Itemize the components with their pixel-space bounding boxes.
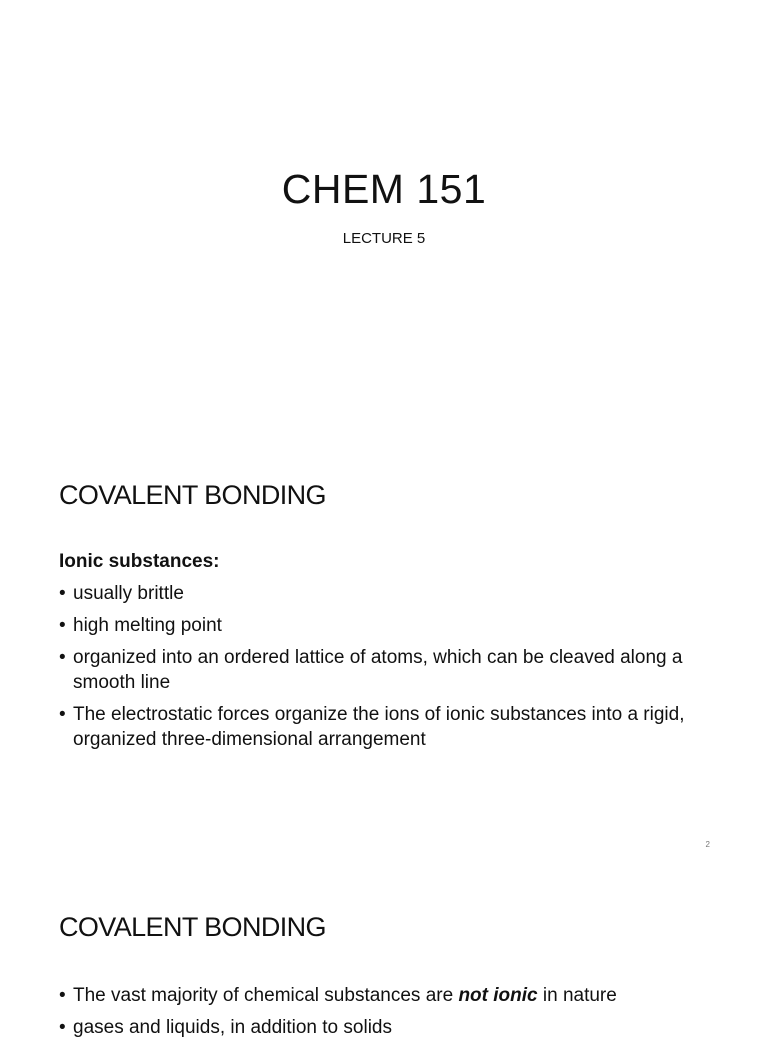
list-item (59, 581, 709, 606)
slide-body (59, 549, 709, 759)
lead-text: Ionic substances: (59, 551, 220, 572)
bullet-glyph: • (59, 615, 66, 636)
bullet-glyph: • (59, 704, 66, 725)
title-slide (0, 0, 768, 432)
bullet-list (59, 581, 709, 752)
page-number: 2 (705, 840, 710, 849)
list-item-text: gases and liquids, in addition to solids (73, 1017, 392, 1038)
slide-body (59, 983, 709, 1047)
list-item (59, 645, 709, 695)
list-item (59, 702, 709, 752)
bullet-glyph: • (59, 985, 66, 1006)
bullet-glyph: • (59, 647, 66, 668)
bullet-glyph: • (59, 1017, 66, 1038)
content-slide-ionic (0, 432, 768, 864)
list-item-text: The electrostatic forces organize the ions of ionic substances into a rigid, organized three-dimensional arrangement (73, 704, 685, 750)
list-item-text: high melting point (73, 615, 222, 636)
list-item-text: usually brittle (73, 583, 184, 604)
list-item (59, 1015, 709, 1040)
slide-heading: COVALENT BONDING (59, 912, 326, 942)
list-item (59, 983, 709, 1008)
slide-heading: COVALENT BONDING (59, 480, 326, 510)
content-slide-covalent (0, 864, 768, 1038)
slide-subtitle: LECTURE 5 (342, 230, 426, 247)
text-run: The vast majority of chemical substances are (73, 985, 459, 1006)
list-item-text (73, 985, 617, 1006)
emphasis-text: not ionic (458, 985, 538, 1006)
list-item-text: organized into an ordered lattice of atoms, which can be cleaved along a smooth line (73, 647, 683, 693)
text-run: in nature (537, 985, 617, 1006)
bullet-list (59, 983, 709, 1040)
list-item (59, 613, 709, 638)
slide-title: CHEM 151 (281, 166, 487, 212)
bullet-glyph: • (59, 583, 66, 604)
